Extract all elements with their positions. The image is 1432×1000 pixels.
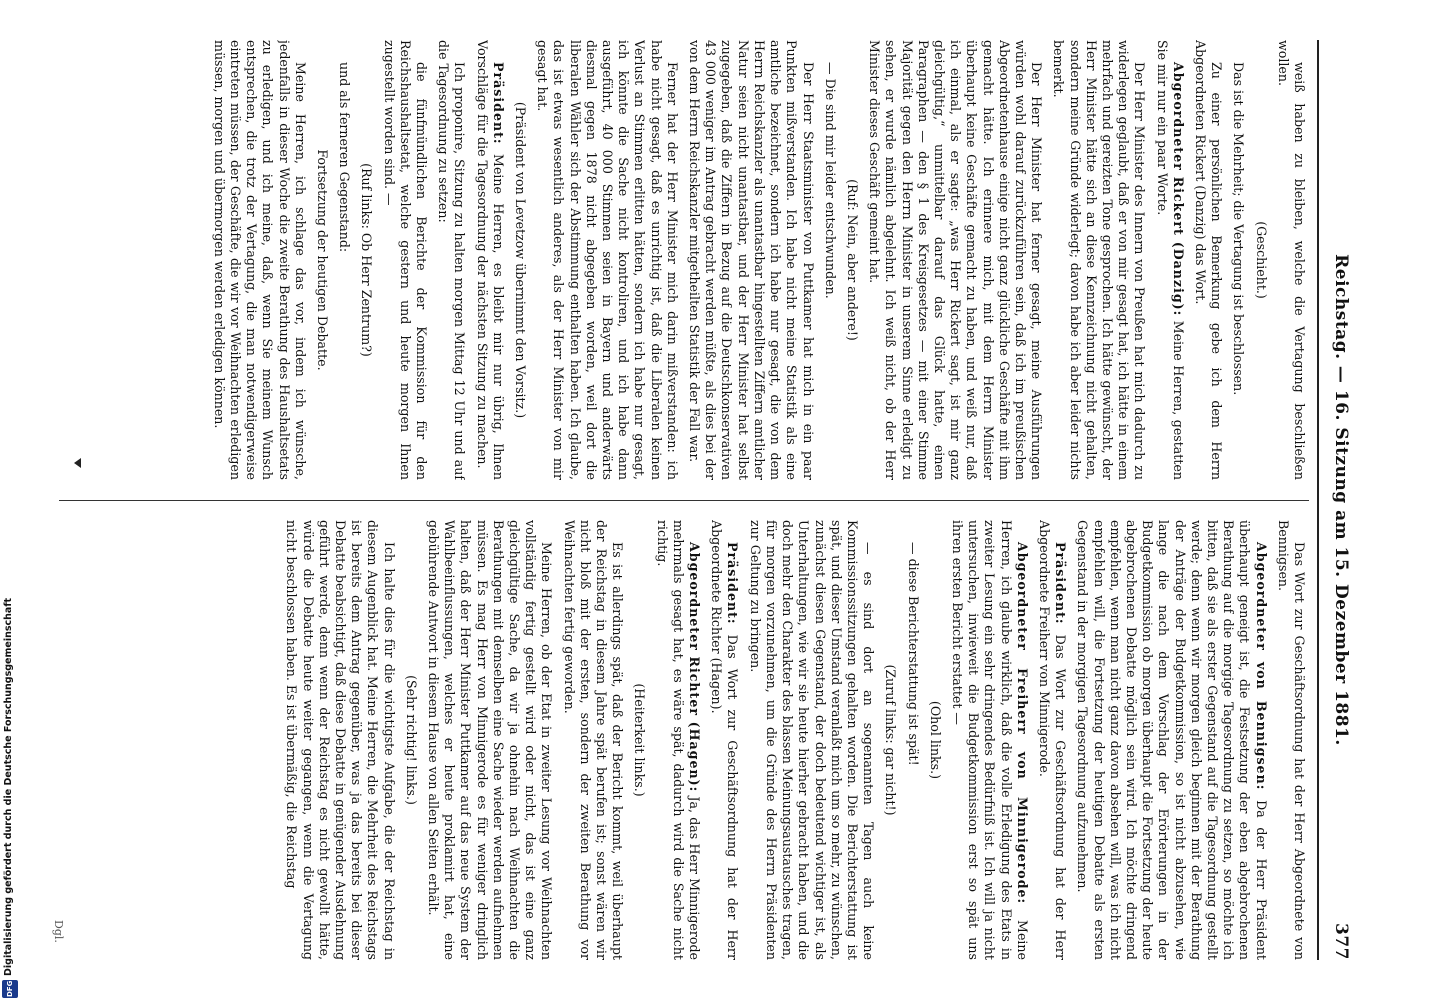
speech-paragraph [949,520,1030,960]
stage-direction: (Zuruf links: gar nicht!) [883,664,899,816]
body-paragraph: Ferner hat der Herr Minister mich darin mißverstanden: ich habe nicht gesagt, daß es unrichtig ist, daß die Liberalen keinen Verlust an Stimmen erlitten hätten, sondern ich habe nur gesagt, ich könnte die Sache nicht kontroliren, und ich habe dann ausgeführt, 40 000 Stimmen seien in Bayern und anderwärts diesmal gegen 1878 nicht abgegeben worden, weil dort die liberalen Wähler sich der Abstimmung enthalten haben. Ich glaube, das ist etwas wesentlich anderes, als der Herr Minister von mir gesagt hat. [535,40,680,480]
body-paragraph: und als ferneren Gegenstand: [337,62,353,253]
speech-text: Da der Herr Präsident überhaupt geneigt ist, die Festsetzung der eben abgebrochenen Berathung auf die morgige Tagesordnung zu setzen, so möchte ich bitten, daß sie als erster Gegenstand auf die Tagesordnung gestellt werde; denn wenn wir morgen gleich beginnen mit der Berathung der Anträge der Budgetkommission, so ist nicht abzusehen, wie lange die nach dem Vorschlag der Erörterungen in der Budgetkommission ob morgen überhaupt die Fortsetzung der heute abgebrochenen Debatte möglich sein wird. Ich möchte dringend empfehlen, wenn man nicht ganz davon absehen will, was ich nicht empfehlen will, die Fortsetzung der heutigen Debatte als ersten Gegenstand in der morgigen Tagesordnung aufzunehmen. [1075,520,1269,960]
speech-paragraph [653,520,702,960]
speaker-name: Abgeordneter Richter (Hagen): [687,542,703,793]
body-paragraph: weiß haben zu bleiben, welche die Vertagung beschließen wollen. [1275,40,1307,480]
signature-mark: Dgl. [52,920,65,943]
dfg-logo-icon: DFG [2,980,18,998]
body-paragraph: Es ist allerdings spät, daß der Bericht kommt, weil überhaupt der Reichstag in diesem Jahre spät berufen ist; sonst wären wir nicht bloß mit der ersten, sondern der zweiten Berathung vor Weihnachten fertig geworden. [561,520,626,960]
speech-text: Das Wort zur Geschäftsordnung hat der Herr Abgeordnete Richter (Hagen). [709,520,741,960]
body-paragraph: Ich proponire, Sitzung zu halten morgen Mittag 12 Uhr und auf die Tagesordnung zu setzen: [436,40,468,480]
speaker-name: Präsident: [490,62,506,145]
stage-direction: (Ohol links.) [927,700,943,780]
speech-text: Meine Herren, ich glaube wirklich, daß die volle Erledigung des Etats in zweiter Lesung ein sehr dringendes Bedürfniß ist. Ich will ja nicht untersuchen, inwieweit die Budgetkommission erst so spät uns ihren ersten Bericht erstattet — [949,520,1030,960]
speech-text: Meine Herren, gestatten Sie mir nur ein paar Worte. [1154,40,1186,480]
body-paragraph: Zu einer persönlichen Bemerkung gebe ich dem Herrn Abgeordneten Rickert (Danzig) das Wort. [1192,40,1225,480]
stage-direction: Fortsetzung der heutigen Debatte. [315,149,331,371]
body-paragraph: — diese Berichterstattung ist spät! [905,542,921,766]
left-column [67,40,1307,480]
speech-paragraph [1036,520,1068,960]
stage-direction: (Heiterkeit links.) [632,683,648,797]
stage-direction: (Geschieht.) [1253,221,1269,299]
stage-direction: (Ruf: Nein, aber andere!) [844,179,860,341]
body-paragraph: Das Wort zur Geschäftsordnung hat der Herr Abgeordnete von Bennigsen. [1275,520,1307,960]
page-number: 377 [1331,923,1351,960]
digitization-notice: Digitalisierung gefördert durch die Deutsche Forschungsgemeinschaft [3,598,14,976]
body-paragraph: Das ist die Mehrheit; die Vertagung ist beschlossen. [1231,62,1247,396]
speech-text: Das Wort zur Geschäftsordnung hat der Herr Abgeordnete Freiherr von Minnigerode. [1036,520,1069,960]
stage-direction: (Ruf links: Ob Herr Zentrum?) [359,163,375,357]
body-paragraph: Der Herr Minister des Innern von Preußen hat mich dadurch zu widerlegen geglaubt, daß er von mir gesagt hat, ich hätte in einem mehrfach und gereizten Tone gesprochen. Ich hätte gewünscht, der Herr Minister hätte sich an diese Kennzeichnung nicht gehalten, sondern meine Gründe widerlegt; davon habe ich aber leider nichts bemerkt. [1051,40,1148,480]
speaker-name: Abgeordneter von Bennigsen: [1253,542,1269,791]
speaker-name: Abgeordneter Rickert (Danzig): [1170,62,1186,317]
speech-paragraph [1074,520,1268,960]
speech-paragraph [473,40,505,480]
speech-paragraph [1153,40,1185,480]
body-paragraph: Meine Herren, ich schlage das vor, indem ich wünsche, jedenfalls in dieser Woche die zweite Berathung des Haushaltsetats zu erledigen, und ich meine, daß, wenn Sie meinem Wunsch entsprechen, die trotz der Vertagung, die man notwendigerweise eintreten müssen, der Geschäfte, die wir vor Weihnachten erledigen müssen, morgen und übermorgen werden erledigen können. [211,40,308,480]
header-rule [1317,40,1319,960]
speaker-name: Präsident: [725,542,741,625]
right-column [67,520,1307,960]
body-paragraph: die fünfmündlichen Berichte der Kommission für den Reichshaushaltsetat, welche gestern und heute morgen Ihnen zugestellt worden sind. — [381,40,430,480]
page-title: Reichstag. — 16. Sitzung am 15. Dezember 1881. [1331,254,1351,746]
speech-text: Ja, das Herr Minnigerode mehrmals gesagt hat, es wäre spät, dadurch wird die Sache nicht richtig. [654,520,703,960]
fold-marker-icon [74,458,81,468]
speaker-name: Abgeordneter Freiherr von Minnigerode: [1014,542,1030,905]
stage-direction: (Sehr richtig! links.) [403,675,419,805]
body-paragraph: Ich halte dies für die wichtigste Aufgabe, die der Reichstag in diesem Augenblick hat. Meine Herren, die Mehrheit des Reichstags ist bereits dem Antrag gegenüber, was ja das bereits bei dieser Debatte beabsichtigt, daß diese Debatte in genügender Ausdehnung geführt werde, denn wenn der Reichstag es nicht gewollt hätte, würde die Debatte heute weiter gegangen, wenn die Vertagung nicht beschlossen haben. Es ist übermäßig, die Reichstag [284,520,397,960]
column-divider [59,500,1309,501]
stage-direction: (Präsident von Levetzow übernimmt den Vorsitz.) [513,101,529,419]
speaker-name: Präsident: [1053,542,1069,625]
page-header [1321,40,1351,960]
body-paragraph: Der Herr Staatsminister von Puttkamer hat mich in ein paar Punkten mißverstanden. Ich habe nicht meine Statistik als eine amtliche bezeichnet, sondern ich habe nur gesagt, die von dem Herrn Reichskanzler als unantastbar hingestellten Ziffern amtlicher Natur seien nicht unantastbar, und der Herr Minister hat selbst zugegeben, daß die Ziffern in Bezug auf die Deutschkonservativen 43 000 weniger im Antrag gebracht werden müßte, als dies bei der von dem Herrn Reichskanzler mitgetheilten Statistik der Fall war. [687,40,816,480]
digitization-strip [0,560,22,1000]
body-paragraph: Meine Herren, ob der Etat in zweiter Lesung vor Weihnachten vollständig fertig gestellt wird oder nicht, das ist eine ganz gleichgültige Sache, da wir ja ohnehin nach Weihnachten die Berathungen mit demselben eine Sache wieder werden aufnehmen müssen. Es mag Herr von Minnigerode es für weniger dringlich halten, daß der Herr Minister Puttkamer auf das neue System der Wahlbeeinflussungen, welches er heute proklamirt hat, eine gebührende Antwort in diesem Hause von allen Seiten erhält. [426,520,555,960]
speech-paragraph [708,520,740,960]
body-paragraph: — Die sind mir leider entschwunden. [822,62,838,299]
speech-text: Meine Herren, es bleibt mir nur übrig, Ihnen Vorschläge für die Tagesordnung der nächsten Sitzung zu machen. [474,40,506,480]
body-paragraph: — es sind dort an sogenannten Tagen auch keine Kommissionssitzungen gehalten worden. Die Berichterstattung ist spät, und dieser Umstand veranlaßt mich um so mehr, zu wünschen, zunächst diesen Gegenstand, der doch bedeutend wichtiger ist, als Unterhaltungen, wie wir sie heute hierher gebracht haben, und die doch mehr den Charakter des blassen Meinungsaustausches tragen, für morgen vorzunehmen, um die Gründe des Herrn Präsidenten zur Geltung zu bringen. [747,520,877,960]
body-paragraph: Der Herr Minister hat ferner gesagt, meine Ausführungen würden wohl darauf zurückzuführen sein, daß ich im preußischen Abgeordnetenhause einige nicht ganz glückliche Geschäfte mit ihm gemacht hätte. Ich erinnere mich, mit dem Herrn Minister überhaupt keine Geschäfte gemacht zu haben, und weiß nur, daß ich einmal, als er sagte: „was Herr Rickert sagt, ist mir ganz gleichgültig,“ unmittelbar darauf das Glück hatte, einen Paragraphen — den § 1 des Kreisgesetzes — mit einer Stimme Majorität gegen den Herrn Minister in unserem Sinne erledigt zu sehen, er wurde nämlich abgelehnt. Ich weiß nicht, ob der Herr Minister dieses Geschäft gemeint hat. [867,40,1045,480]
